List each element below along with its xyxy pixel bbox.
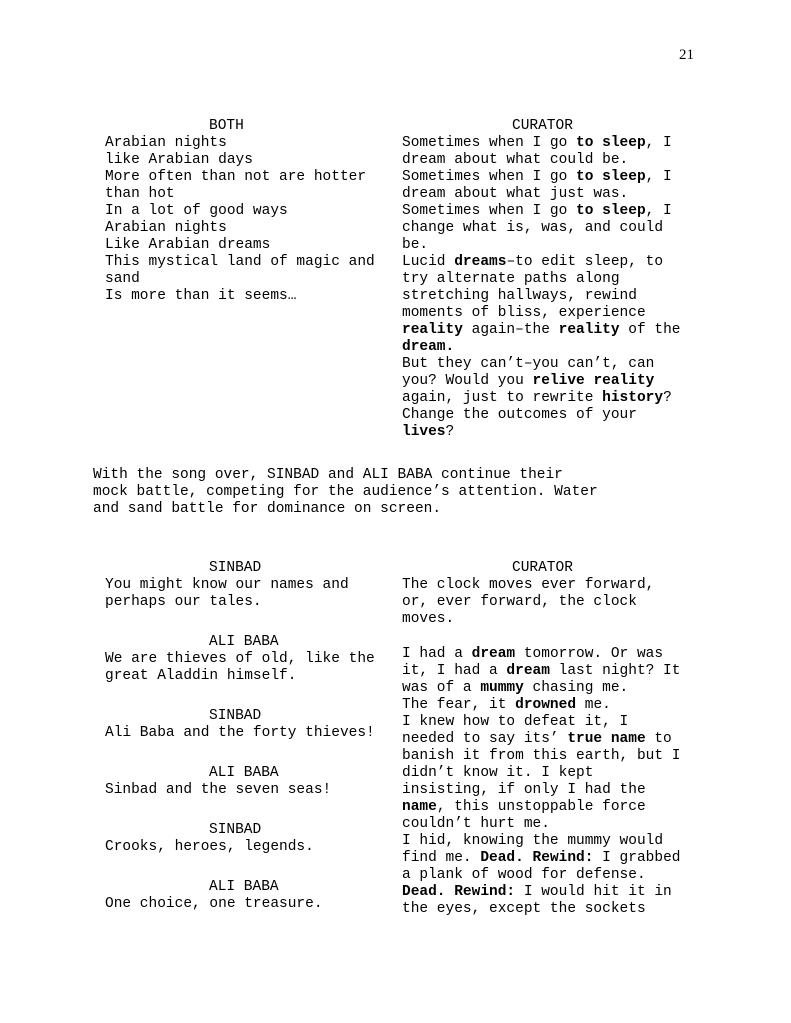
text-segment: you? Would you	[402, 373, 533, 389]
dialogue-line	[402, 271, 702, 288]
text-segment: ?	[445, 424, 455, 440]
dialogue-line	[402, 646, 702, 663]
dialogue-line	[402, 765, 702, 782]
action-description	[93, 467, 598, 518]
text-segment: find me.	[402, 850, 481, 866]
character-cue-curator: CURATOR	[512, 560, 573, 576]
dialogue-line: Arabian nights	[105, 220, 227, 236]
dialogue-line	[402, 594, 702, 611]
text-segment: again, just to rewrite	[402, 390, 603, 406]
dialogue-line	[402, 220, 702, 237]
text-segment: couldn’t hurt me.	[402, 816, 550, 832]
text-segment: banish it from this earth, but I	[402, 748, 681, 764]
dialogue-line	[402, 697, 702, 714]
dialogue-line	[402, 850, 702, 867]
bold-text: Dead. Rewind:	[402, 884, 516, 900]
dialogue-line	[402, 901, 702, 918]
curator-dialogue-1	[402, 118, 702, 441]
dialogue-line	[402, 152, 702, 169]
text-segment: me.	[576, 697, 611, 713]
text-segment: Sometimes when I go	[402, 203, 577, 219]
character-cue-both: BOTH	[209, 118, 244, 134]
spacer	[105, 742, 397, 765]
dialogue-line	[402, 782, 702, 799]
dialogue-line	[402, 663, 702, 680]
dialogue-line	[402, 816, 702, 833]
character-cue: SINBAD	[209, 560, 262, 576]
text-segment: The fear, it	[402, 697, 516, 713]
text-segment: moves.	[402, 611, 455, 627]
text-segment: Sometimes when I go	[402, 135, 577, 151]
character-cue: ALI BABA	[209, 879, 279, 895]
dialogue-line	[402, 373, 702, 390]
text-segment: again–the	[462, 322, 559, 338]
text-segment: Lucid	[402, 254, 455, 270]
dialogue-line	[402, 169, 702, 186]
dialogue-line: One choice, one treasure.	[105, 896, 323, 912]
text-segment: , I	[645, 203, 672, 219]
dialogue-line: Ali Baba and the forty thieves!	[105, 725, 375, 741]
curator-monologue	[402, 646, 702, 918]
text-segment: I grabbed	[593, 850, 681, 866]
text-segment: dream about what just was.	[402, 186, 629, 202]
dialogue-line	[402, 237, 702, 254]
dialogue-line	[402, 135, 702, 152]
action-line: and sand battle for dominance on screen.	[93, 501, 442, 517]
dialogue-line: perhaps our tales.	[105, 594, 262, 610]
spacer	[105, 685, 397, 708]
text-segment: ?	[663, 390, 672, 406]
bold-text: to sleep	[576, 203, 646, 219]
action-line: With the song over, SINBAD and ALI BABA continue their	[93, 467, 563, 483]
text-segment: a plank of wood for defense.	[402, 867, 646, 883]
dialogue-line	[402, 203, 702, 220]
dialogue-line	[402, 884, 702, 901]
action-line: mock battle, competing for the audience’s attention. Water	[93, 484, 598, 500]
text-segment: The clock moves ever forward,	[402, 577, 655, 593]
character-cue: SINBAD	[209, 708, 262, 724]
dialogue-line: You might know our names and	[105, 577, 349, 593]
dialogue-line: great Aladdin himself.	[105, 668, 297, 684]
curator-dialogue-2	[402, 560, 702, 628]
dialogue-line	[402, 356, 702, 373]
bold-text: true name	[567, 731, 646, 747]
text-segment: But they can’t–you can’t, can	[402, 356, 655, 372]
dialogue-line: like Arabian days	[105, 152, 253, 168]
text-segment: last night? It	[549, 663, 681, 679]
bold-text: drowned	[515, 697, 577, 713]
dialogue-line	[402, 254, 702, 271]
text-segment: dream about what could be.	[402, 152, 629, 168]
text-segment: needed to say its’	[402, 731, 568, 747]
bold-text: dreams	[454, 254, 507, 270]
dialogue-line: Sinbad and the seven seas!	[105, 782, 332, 798]
bold-text: relive reality	[532, 373, 655, 389]
text-segment: I had a	[402, 646, 472, 662]
dialogue-line	[402, 305, 702, 322]
dialogue-line	[402, 731, 702, 748]
dialogue-line: Arabian nights	[105, 135, 227, 151]
dialogue-line	[402, 322, 702, 339]
dialogue-line: In a lot of good ways	[105, 203, 288, 219]
bold-text: reality	[402, 322, 463, 338]
dialogue-line: We are thieves of old, like the	[105, 651, 375, 667]
dialogue-line: Crooks, heroes, legends.	[105, 839, 314, 855]
dialogue-line	[402, 186, 702, 203]
dialogue-line	[402, 407, 702, 424]
dialogue-line	[402, 424, 702, 441]
dialogue-line	[402, 680, 702, 697]
spacer	[105, 611, 397, 634]
text-segment: stretching hallways, rewind	[402, 288, 637, 304]
bold-text: to sleep	[576, 135, 646, 151]
bold-text: Dead. Rewind:	[480, 850, 594, 866]
dialogue-line: This mystical land of magic and	[105, 254, 375, 270]
bold-text: dream.	[402, 339, 455, 355]
character-cue: ALI BABA	[209, 634, 279, 650]
sinbad-alibaba-dialogue	[105, 560, 397, 913]
dialogue-line: sand	[105, 271, 140, 287]
bold-text: history	[602, 390, 664, 406]
text-segment: didn’t know it. I kept	[402, 765, 594, 781]
bold-text: dream	[471, 646, 516, 662]
dialogue-line	[402, 611, 702, 628]
bold-text: dream	[506, 663, 550, 679]
dialogue-line: More often than not are hotter	[105, 169, 367, 185]
text-segment: insisting, if only I had the	[402, 782, 646, 798]
text-segment: I would hit it in	[515, 884, 672, 900]
bold-text: reality	[558, 322, 620, 338]
text-segment: or, ever forward, the clock	[402, 594, 637, 610]
text-segment: be.	[402, 237, 429, 253]
dialogue-line	[402, 748, 702, 765]
both-dialogue	[105, 118, 397, 305]
dialogue-line	[402, 833, 702, 850]
text-segment: it, I had a	[402, 663, 507, 679]
text-segment: moments of bliss, experience	[402, 305, 646, 321]
bold-text: to sleep	[576, 169, 646, 185]
text-segment: was of a	[402, 680, 481, 696]
text-segment: , this unstoppable force	[436, 799, 646, 815]
character-cue: ALI BABA	[209, 765, 279, 781]
dialogue-line: Like Arabian dreams	[105, 237, 271, 253]
text-segment: –to edit sleep, to	[506, 254, 664, 270]
bold-text: lives	[402, 424, 446, 440]
dialogue-line	[402, 577, 702, 594]
dialogue-line: than hot	[105, 186, 175, 202]
spacer	[105, 856, 397, 879]
text-segment: , I	[645, 135, 672, 151]
dialogue-line	[402, 390, 702, 407]
text-segment: I hid, knowing the mummy would	[402, 833, 664, 849]
dialogue-line	[402, 867, 702, 884]
text-segment: of the	[619, 322, 681, 338]
text-segment: try alternate paths along	[402, 271, 620, 287]
dialogue-line	[402, 714, 702, 731]
text-segment: Change the outcomes of your	[402, 407, 637, 423]
text-segment: tomorrow. Or was	[515, 646, 664, 662]
page-number: 21	[679, 47, 694, 63]
text-segment: Sometimes when I go	[402, 169, 577, 185]
text-segment: I knew how to defeat it, I	[402, 714, 629, 730]
dialogue-line	[402, 339, 702, 356]
spacer	[105, 799, 397, 822]
text-segment: to	[645, 731, 672, 747]
dialogue-line	[402, 288, 702, 305]
dialogue-line: Is more than it seems…	[105, 288, 297, 304]
dialogue-line	[402, 799, 702, 816]
text-segment: the eyes, except the sockets	[402, 901, 646, 917]
bold-text: name	[402, 799, 437, 815]
bold-text: mummy	[480, 680, 524, 696]
character-cue: SINBAD	[209, 822, 262, 838]
text-segment: , I	[645, 169, 672, 185]
text-segment: change what is, was, and could	[402, 220, 664, 236]
text-segment: chasing me.	[523, 680, 629, 696]
character-cue-curator: CURATOR	[512, 118, 573, 134]
